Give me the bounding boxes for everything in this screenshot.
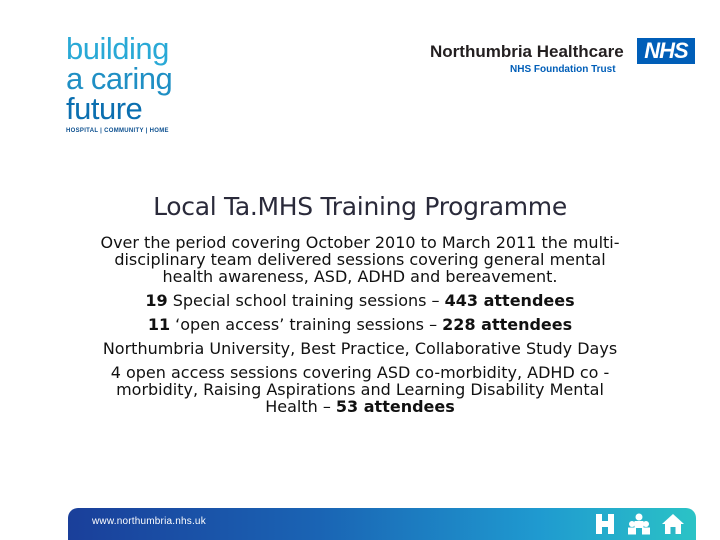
logo-line-2: a caring <box>66 61 173 96</box>
item-open-access <box>100 316 620 333</box>
item2-lead: 11 <box>147 315 171 334</box>
home-icon[interactable] <box>660 512 686 536</box>
item4-count: 53 attendees <box>335 397 455 416</box>
item-university: Northumbria University, Best Practice, Collaborative Study Days <box>102 339 618 358</box>
item1-lead: 19 <box>145 291 168 310</box>
community-icon[interactable] <box>626 512 652 536</box>
item-open-access-comorbidity <box>100 364 620 415</box>
building-a-caring-future-logo <box>66 31 196 138</box>
item-special-school <box>100 292 620 309</box>
slide-title: Local Ta.MHS Training Programme <box>153 192 567 221</box>
item1-text: Special school training sessions – <box>167 291 445 310</box>
footer-bar <box>68 508 696 540</box>
logo-line-3: future <box>66 91 143 126</box>
item2-text: ‘open access’ training sessions – <box>170 315 443 334</box>
logo-tagline: HOSPITAL | COMMUNITY | HOME <box>66 128 169 134</box>
item1-count: 443 attendees <box>444 291 575 310</box>
footer-icons <box>589 512 686 538</box>
slide-body <box>100 234 620 415</box>
item4-text: 4 open access sessions covering ASD co-morbidity, ADHD co -morbidity, Raising Aspirations and Learning Disability Mental Health – <box>110 363 610 416</box>
nhs-badge: NHS <box>637 38 695 64</box>
intro-paragraph: Over the period covering October 2010 to March 2011 the multi-disciplinary team delivered sessions covering general mental health awareness, ASD, ADHD and bereavement. <box>100 233 620 286</box>
nhs-trust-logo <box>430 38 700 78</box>
org-trust: NHS Foundation Trust <box>510 64 616 75</box>
hospital-icon[interactable] <box>593 512 617 536</box>
org-name: Northumbria Healthcare <box>430 42 624 61</box>
logo-line-1: building <box>66 31 169 66</box>
footer-url-link[interactable]: www.northumbria.nhs.uk <box>92 516 206 527</box>
item2-count: 228 attendees <box>442 315 573 334</box>
